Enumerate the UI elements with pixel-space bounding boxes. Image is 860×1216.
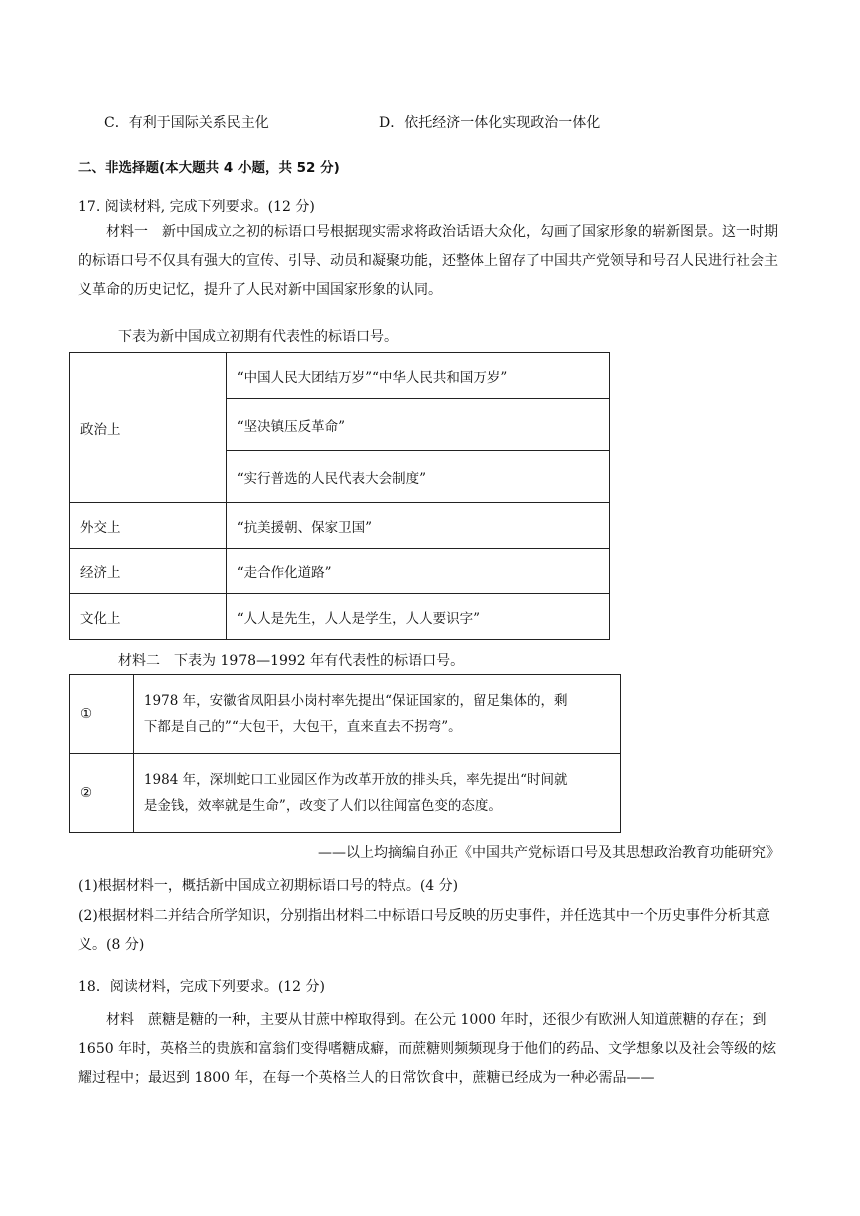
option-d: D．依托经济一体化实现政治一体化: [379, 115, 601, 131]
q17-sub1: [78, 872, 784, 901]
politics-slogan-2: “坚决镇压反革命”: [226, 399, 609, 451]
material2-intro: 材料二 下表为 1978—1992 年有代表性的标语口号。: [118, 653, 465, 669]
table2-row: [70, 675, 621, 754]
section-title: 二、非选择题(本大题共 4 小题，共 52 分): [78, 160, 340, 176]
row-number: ①: [70, 675, 134, 754]
culture-label: 文化上: [70, 594, 227, 640]
table1-intro: 下表为新中国成立初期有代表性的标语口号。: [118, 329, 398, 345]
diplomacy-label: 外交上: [70, 503, 227, 549]
sub2-text: (2)根据材料二并结合所学知识，分别指出材料二中标语口号反映的历史事件，并任选其中一个历史事件分析其意义。(8 分): [78, 908, 770, 953]
q17-material1: [78, 218, 784, 305]
row-line-1: 1984 年，深圳蛇口工业园区作为改革开放的排头兵，率先提出“时间就: [143, 772, 568, 788]
row-text: [133, 675, 620, 754]
row-text: [133, 754, 620, 833]
option-c: C．有利于国际关系民主化: [104, 115, 269, 131]
economy-slogan: “走合作化道路”: [226, 549, 609, 594]
row-line-2: 下都是自己的”“大包干，大包干，直来直去不拐弯”。: [143, 719, 462, 735]
row-line-2: 是金钱，效率就是生命”，改变了人们以往闻富色变的态度。: [143, 798, 502, 814]
politics-slogan-1: “中国人民大团结万岁”“中华人民共和国万岁”: [226, 353, 609, 399]
economy-label: 经济上: [70, 549, 227, 594]
slogan-table-2: [69, 674, 621, 833]
row-number: ②: [70, 754, 134, 833]
diplomacy-slogan: “抗美援朝、保家卫国”: [226, 503, 609, 549]
q17-stem: 17. 阅读材料, 完成下列要求。(12 分): [78, 199, 315, 215]
source-citation: ——以上均摘编自孙正《中国共产党标语口号及其思想政治教育功能研究》: [318, 845, 780, 861]
q17-sub2: [78, 902, 784, 960]
sub1-text: (1)根据材料一，概括新中国成立初期标语口号的特点。(4 分): [78, 878, 459, 894]
q18-material: [78, 1006, 784, 1093]
table2-row: [70, 754, 621, 833]
culture-slogan: “人人是先生，人人是学生，人人要识字”: [226, 594, 609, 640]
material1-text: 材料一 新中国成立之初的标语口号根据现实需求将政治话语大众化，勾画了国家形象的崭新图景。这一时期的标语口号不仅具有强大的宣传、引导、动员和凝聚功能，还整体上留存了中国共产党领导和号召人民进行社会主义革命的历史记忆，提升了人民对新中国国家形象的认同。: [78, 224, 778, 298]
q18-stem: 18．阅读材料，完成下列要求。(12 分): [78, 979, 326, 995]
politics-label: 政治上: [70, 353, 227, 503]
row-line-1: 1978 年，安徽省凤阳县小岗村率先提出“保证国家的，留足集体的，剩: [143, 693, 568, 709]
slogan-table-1: [69, 352, 610, 640]
q18-material-text: 材料 蔗糖是糖的一种，主要从甘蔗中榨取得到。在公元 1000 年时，还很少有欧洲人知道蔗糖的存在；到 1650 年时，英格兰的贵族和富翁们变得嗜糖成癖，而蔗糖则频频现身于他们的药品、文学想象以及社会等级的炫耀过程中；最迟到 1800 年，在每一个英格兰人的日常饮食中，蔗糖已经成为一种必需品——: [78, 1012, 777, 1086]
politics-slogan-3: “实行普选的人民代表大会制度”: [226, 451, 609, 503]
